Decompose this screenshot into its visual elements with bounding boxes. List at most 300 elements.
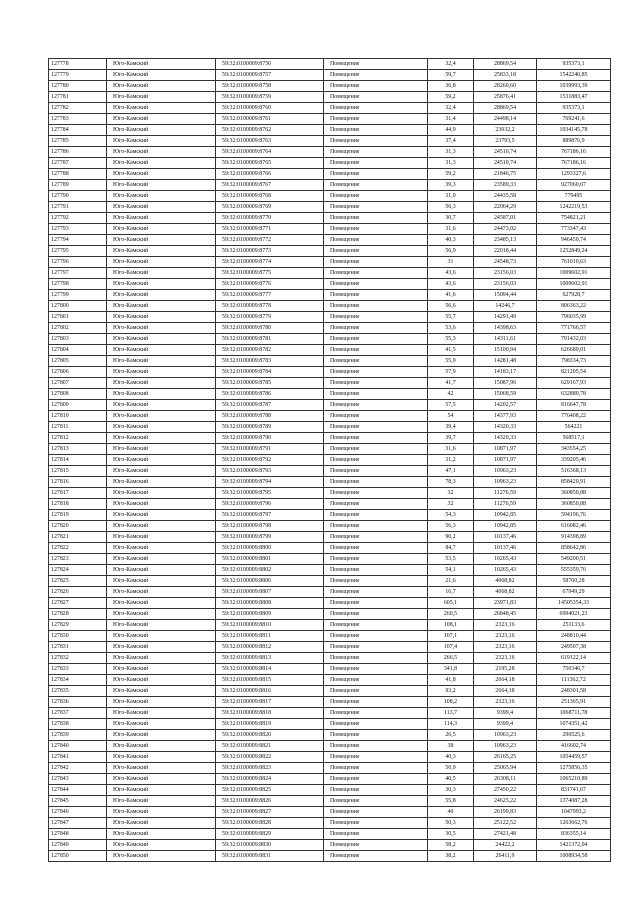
specific-value-cell: 11276,59 (474, 499, 537, 510)
object-type-cell: Помещение (324, 411, 428, 422)
area-cell: 31,2 (428, 455, 474, 466)
cadastral-value-cell: 796035,99 (537, 312, 611, 323)
row-number-cell: 127800 (49, 301, 107, 312)
cadastral-value-cell: 1039993,39 (537, 81, 611, 92)
cadastral-value-cell: 251365,91 (537, 697, 611, 708)
cadastral-number-cell: 59:32:0100009:8825 (216, 785, 324, 796)
area-cell: 56,3 (428, 202, 474, 213)
district-name-cell: Юго-Камский (107, 400, 216, 411)
object-type-cell: Помещение (324, 180, 428, 191)
table-row (49, 719, 611, 730)
specific-value-cell: 14398,63 (474, 323, 537, 334)
row-number-cell: 127842 (49, 763, 107, 774)
specific-value-cell: 14202,57 (474, 400, 537, 411)
district-name-cell: Юго-Камский (107, 488, 216, 499)
table-row (49, 829, 611, 840)
district-name-cell: Юго-Камский (107, 290, 216, 301)
district-name-cell: Юго-Камский (107, 499, 216, 510)
object-type-cell: Помещение (324, 444, 428, 455)
area-cell: 39,7 (428, 433, 474, 444)
specific-value-cell: 26165,25 (474, 752, 537, 763)
row-number-cell: 127793 (49, 224, 107, 235)
specific-value-cell: 23156,03 (474, 268, 537, 279)
table-row (49, 653, 611, 664)
district-name-cell: Юго-Камский (107, 532, 216, 543)
specific-value-cell: 14320,33 (474, 422, 537, 433)
cadastral-number-cell: 59:32:0100009:8813 (216, 653, 324, 664)
specific-value-cell: 24498,14 (474, 114, 537, 125)
row-number-cell: 127817 (49, 488, 107, 499)
cadastral-value-cell: 67949,29 (537, 587, 611, 598)
cadastral-number-cell: 59:32:0100009:8768 (216, 191, 324, 202)
cadastral-number-cell: 59:32:0100009:8784 (216, 367, 324, 378)
cadastral-value-cell: 1275856,35 (537, 763, 611, 774)
table-row (49, 466, 611, 477)
table-row (49, 620, 611, 631)
row-number-cell: 127790 (49, 191, 107, 202)
area-cell: 31,9 (428, 191, 474, 202)
cadastral-number-cell: 59:32:0100009:8816 (216, 686, 324, 697)
object-type-cell: Помещение (324, 356, 428, 367)
district-name-cell: Юго-Камский (107, 466, 216, 477)
area-cell: 57,9 (428, 367, 474, 378)
district-name-cell: Юго-Камский (107, 741, 216, 752)
cadastral-value-cell: 769241,6 (537, 114, 611, 125)
cadastral-number-cell: 59:32:0100009:8778 (216, 301, 324, 312)
cadastral-number-cell: 59:32:0100009:8786 (216, 389, 324, 400)
row-number-cell: 127780 (49, 81, 107, 92)
cadastral-number-cell: 59:32:0100009:8791 (216, 444, 324, 455)
cadastral-number-cell: 59:32:0100009:8763 (216, 136, 324, 147)
cadastral-value-cell: 935373,1 (537, 103, 611, 114)
specific-value-cell: 2323,16 (474, 653, 537, 664)
table-row (49, 433, 611, 444)
row-number-cell: 127848 (49, 829, 107, 840)
area-cell: 56,6 (428, 301, 474, 312)
cadastral-value-cell: 754821,21 (537, 213, 611, 224)
district-name-cell: Юго-Камский (107, 653, 216, 664)
table-row (49, 587, 611, 598)
district-name-cell: Юго-Камский (107, 444, 216, 455)
district-name-cell: Юго-Камский (107, 411, 216, 422)
cadastral-number-cell: 59:32:0100009:8771 (216, 224, 324, 235)
specific-value-cell: 25065,94 (474, 763, 537, 774)
table-row (49, 840, 611, 851)
cadastral-number-cell: 59:32:0100009:8792 (216, 455, 324, 466)
area-cell: 41,5 (428, 345, 474, 356)
specific-value-cell: 11276,59 (474, 488, 537, 499)
area-cell: 40,3 (428, 235, 474, 246)
row-number-cell: 127803 (49, 334, 107, 345)
area-cell: 56,3 (428, 521, 474, 532)
row-number-cell: 127836 (49, 697, 107, 708)
district-name-cell: Юго-Камский (107, 829, 216, 840)
cadastral-number-cell: 59:32:0100009:8810 (216, 620, 324, 631)
cadastral-value-cell: 761010,63 (537, 257, 611, 268)
specific-value-cell: 23793,5 (474, 136, 537, 147)
district-name-cell: Юго-Камский (107, 323, 216, 334)
district-name-cell: Юго-Камский (107, 125, 216, 136)
district-name-cell: Юго-Камский (107, 686, 216, 697)
object-type-cell: Помещение (324, 235, 428, 246)
area-cell: 41,6 (428, 290, 474, 301)
row-number-cell: 127789 (49, 180, 107, 191)
area-cell: 31,4 (428, 114, 474, 125)
object-type-cell: Помещение (324, 807, 428, 818)
cadastral-number-cell: 59:32:0100009:8765 (216, 158, 324, 169)
cadastral-value-cell: 1421372,04 (537, 840, 611, 851)
table-row (49, 675, 611, 686)
district-name-cell: Юго-Камский (107, 807, 216, 818)
object-type-cell: Помещение (324, 323, 428, 334)
district-name-cell: Юго-Камский (107, 664, 216, 675)
cadastral-number-cell: 59:32:0100009:8800 (216, 543, 324, 554)
cadastral-number-cell: 59:32:0100009:8787 (216, 400, 324, 411)
area-cell: 113,7 (428, 708, 474, 719)
district-name-cell: Юго-Камский (107, 345, 216, 356)
table-row (49, 59, 611, 70)
cadastral-number-cell: 59:32:0100009:8767 (216, 180, 324, 191)
object-type-cell: Помещение (324, 290, 428, 301)
district-name-cell: Юго-Камский (107, 92, 216, 103)
cadastral-number-cell: 59:32:0100009:8815 (216, 675, 324, 686)
district-name-cell: Юго-Камский (107, 818, 216, 829)
area-cell: 59,2 (428, 169, 474, 180)
object-type-cell: Помещение (324, 543, 428, 554)
row-number-cell: 127787 (49, 158, 107, 169)
cadastral-number-cell: 59:32:0100009:8823 (216, 763, 324, 774)
cadastral-number-cell: 59:32:0100009:8808 (216, 598, 324, 609)
cadastral-number-cell: 59:32:0100009:8809 (216, 609, 324, 620)
table-row (49, 774, 611, 785)
area-cell: 107,4 (428, 642, 474, 653)
specific-value-cell: 21846,75 (474, 169, 537, 180)
district-name-cell: Юго-Камский (107, 774, 216, 785)
cadastral-value-cell: 914398,89 (537, 532, 611, 543)
cadastral-number-cell: 59:32:0100009:8831 (216, 851, 324, 862)
specific-value-cell: 25876,41 (474, 92, 537, 103)
table-row (49, 136, 611, 147)
area-cell: 50,3 (428, 818, 474, 829)
district-name-cell: Юго-Камский (107, 840, 216, 851)
row-number-cell: 127820 (49, 521, 107, 532)
row-number-cell: 127792 (49, 213, 107, 224)
cadastral-value-cell: 1047993,2 (537, 807, 611, 818)
cadastral-number-cell: 59:32:0100009:8801 (216, 554, 324, 565)
object-type-cell: Помещение (324, 510, 428, 521)
object-type-cell: Помещение (324, 455, 428, 466)
specific-value-cell: 14246,7 (474, 301, 537, 312)
cadastral-number-cell: 59:32:0100009:8818 (216, 708, 324, 719)
cadastral-value-cell: 111362,72 (537, 675, 611, 686)
row-number-cell: 127815 (49, 466, 107, 477)
table-row (49, 378, 611, 389)
table-row (49, 554, 611, 565)
row-number-cell: 127833 (49, 664, 107, 675)
area-cell: 53,6 (428, 323, 474, 334)
cadastral-value-cell: 935373,1 (537, 59, 611, 70)
specific-value-cell: 25833,18 (474, 70, 537, 81)
cadastral-number-cell: 59:32:0100009:8794 (216, 477, 324, 488)
specific-value-cell: 2664,18 (474, 675, 537, 686)
cadastral-number-cell: 59:32:0100009:8802 (216, 565, 324, 576)
table-row (49, 532, 611, 543)
cadastral-value-cell: 1009602,91 (537, 279, 611, 290)
area-cell: 30,3 (428, 785, 474, 796)
table-row (49, 521, 611, 532)
area-cell: 93,2 (428, 686, 474, 697)
specific-value-cell: 24548,73 (474, 257, 537, 268)
area-cell: 78,3 (428, 477, 474, 488)
area-cell: 266,5 (428, 653, 474, 664)
object-type-cell: Помещение (324, 620, 428, 631)
table-row (49, 697, 611, 708)
area-cell: 42 (428, 389, 474, 400)
cadastral-value-cell: 251133,6 (537, 620, 611, 631)
table-row (49, 642, 611, 653)
district-name-cell: Юго-Камский (107, 334, 216, 345)
area-cell: 41,8 (428, 675, 474, 686)
cadastral-number-cell: 59:32:0100009:8821 (216, 741, 324, 752)
table-row (49, 499, 611, 510)
cadastral-number-cell: 59:32:0100009:8772 (216, 235, 324, 246)
specific-value-cell: 2195,28 (474, 664, 537, 675)
row-number-cell: 127821 (49, 532, 107, 543)
cadastral-number-cell: 59:32:0100009:8828 (216, 818, 324, 829)
object-type-cell: Помещение (324, 631, 428, 642)
specific-value-cell: 10942,85 (474, 510, 537, 521)
district-name-cell: Юго-Камский (107, 257, 216, 268)
row-number-cell: 127829 (49, 620, 107, 631)
district-name-cell: Юго-Камский (107, 389, 216, 400)
area-cell: 107,1 (428, 631, 474, 642)
area-cell: 32 (428, 499, 474, 510)
row-number-cell: 127783 (49, 114, 107, 125)
cadastral-value-cell: 1009602,91 (537, 268, 611, 279)
row-number-cell: 127828 (49, 609, 107, 620)
table-row (49, 92, 611, 103)
specific-value-cell: 14311,61 (474, 334, 537, 345)
specific-value-cell: 15094,44 (474, 290, 537, 301)
specific-value-cell: 26308,11 (474, 774, 537, 785)
row-number-cell: 127834 (49, 675, 107, 686)
object-type-cell: Помещение (324, 642, 428, 653)
district-name-cell: Юго-Камский (107, 510, 216, 521)
cadastral-number-cell: 59:32:0100009:8811 (216, 631, 324, 642)
row-number-cell: 127844 (49, 785, 107, 796)
object-type-cell: Помещение (324, 499, 428, 510)
object-type-cell: Помещение (324, 312, 428, 323)
object-type-cell: Помещение (324, 158, 428, 169)
area-cell: 32,4 (428, 103, 474, 114)
cadastral-number-cell: 59:32:0100009:8826 (216, 796, 324, 807)
cadastral-value-cell: 831741,67 (537, 785, 611, 796)
row-number-cell: 127837 (49, 708, 107, 719)
object-type-cell: Помещение (324, 70, 428, 81)
cadastral-value-cell: 360850,88 (537, 488, 611, 499)
cadastral-value-cell: 858420,91 (537, 477, 611, 488)
cadastral-number-cell: 59:32:0100009:8798 (216, 521, 324, 532)
cadastral-number-cell: 59:32:0100009:8764 (216, 147, 324, 158)
district-name-cell: Юго-Камский (107, 433, 216, 444)
area-cell: 26,5 (428, 730, 474, 741)
specific-value-cell: 24510,74 (474, 147, 537, 158)
object-type-cell: Помещение (324, 763, 428, 774)
object-type-cell: Помещение (324, 708, 428, 719)
district-name-cell: Юго-Камский (107, 180, 216, 191)
cadastral-number-cell: 59:32:0100009:8788 (216, 411, 324, 422)
cadastral-value-cell: 816647,78 (537, 400, 611, 411)
district-name-cell: Юго-Камский (107, 158, 216, 169)
district-name-cell: Юго-Камский (107, 609, 216, 620)
table-row (49, 565, 611, 576)
row-number-cell: 127846 (49, 807, 107, 818)
area-cell: 21,6 (428, 576, 474, 587)
object-type-cell: Помещение (324, 422, 428, 433)
table-row (49, 334, 611, 345)
object-type-cell: Помещение (324, 741, 428, 752)
row-number-cell: 127797 (49, 268, 107, 279)
cadastral-value-cell: 290525,6 (537, 730, 611, 741)
district-name-cell: Юго-Камский (107, 356, 216, 367)
cadastral-value-cell: 619122,14 (537, 653, 611, 664)
table-row (49, 323, 611, 334)
specific-value-cell: 10137,46 (474, 543, 537, 554)
specific-value-cell: 2664,18 (474, 686, 537, 697)
object-type-cell: Помещение (324, 224, 428, 235)
specific-value-cell: 14377,93 (474, 411, 537, 422)
table-row (49, 576, 611, 587)
area-cell: 90,2 (428, 532, 474, 543)
district-name-cell: Юго-Камский (107, 147, 216, 158)
district-name-cell: Юго-Камский (107, 59, 216, 70)
object-type-cell: Помещение (324, 730, 428, 741)
cadastral-number-cell: 59:32:0100009:8757 (216, 70, 324, 81)
cadastral-value-cell: 836355,14 (537, 829, 611, 840)
cadastral-value-cell: 360850,88 (537, 499, 611, 510)
area-cell: 59,2 (428, 92, 474, 103)
cadastral-number-cell: 59:32:0100009:8774 (216, 257, 324, 268)
table-row (49, 345, 611, 356)
table-row (49, 763, 611, 774)
district-name-cell: Юго-Камский (107, 191, 216, 202)
area-cell: 55,7 (428, 312, 474, 323)
district-name-cell: Юго-Камский (107, 279, 216, 290)
specific-value-cell: 23485,13 (474, 235, 537, 246)
cadastral-value-cell: 750346,7 (537, 664, 611, 675)
object-type-cell: Помещение (324, 103, 428, 114)
object-type-cell: Помещение (324, 664, 428, 675)
cadastral-number-cell: 59:32:0100009:8769 (216, 202, 324, 213)
object-type-cell: Помещение (324, 213, 428, 224)
specific-value-cell: 27450,22 (474, 785, 537, 796)
district-name-cell: Юго-Камский (107, 697, 216, 708)
table-row (49, 411, 611, 422)
cadastral-value-cell: 248301,58 (537, 686, 611, 697)
specific-value-cell: 4068,82 (474, 576, 537, 587)
area-cell: 108,2 (428, 697, 474, 708)
cadastral-number-cell: 59:32:0100009:8829 (216, 829, 324, 840)
object-type-cell: Помещение (324, 334, 428, 345)
object-type-cell: Помещение (324, 169, 428, 180)
specific-value-cell: 9399,4 (474, 719, 537, 730)
specific-value-cell: 24625,22 (474, 796, 537, 807)
cadastral-value-cell: 6994021,23 (537, 609, 611, 620)
specific-value-cell: 4068,82 (474, 587, 537, 598)
table-row (49, 114, 611, 125)
cadastral-value-cell: 1074351,42 (537, 719, 611, 730)
row-number-cell: 127819 (49, 510, 107, 521)
specific-value-cell: 2323,16 (474, 631, 537, 642)
table-row (49, 686, 611, 697)
cadastral-number-cell: 59:32:0100009:8795 (216, 488, 324, 499)
table-row (49, 70, 611, 81)
district-name-cell: Юго-Камский (107, 422, 216, 433)
cadastral-number-cell: 59:32:0100009:8770 (216, 213, 324, 224)
specific-value-cell: 10963,23 (474, 466, 537, 477)
district-name-cell: Юго-Камский (107, 752, 216, 763)
cadastral-value-cell: 1068711,78 (537, 708, 611, 719)
district-name-cell: Юго-Камский (107, 730, 216, 741)
table-row (49, 609, 611, 620)
cadastral-value-cell: 14505354,33 (537, 598, 611, 609)
object-type-cell: Помещение (324, 378, 428, 389)
district-name-cell: Юго-Камский (107, 455, 216, 466)
object-type-cell: Помещение (324, 697, 428, 708)
cadastral-value-cell: 1242219,53 (537, 202, 611, 213)
table-row (49, 488, 611, 499)
cadastral-number-cell: 59:32:0100009:8817 (216, 697, 324, 708)
table-row (49, 235, 611, 246)
area-cell: 30,5 (428, 829, 474, 840)
object-type-cell: Помещение (324, 576, 428, 587)
object-type-cell: Помещение (324, 675, 428, 686)
row-number-cell: 127779 (49, 70, 107, 81)
district-name-cell: Юго-Камский (107, 70, 216, 81)
district-name-cell: Юго-Камский (107, 708, 216, 719)
specific-value-cell: 10871,97 (474, 444, 537, 455)
row-number-cell: 127786 (49, 147, 107, 158)
object-type-cell: Помещение (324, 114, 428, 125)
area-cell: 32,4 (428, 59, 474, 70)
row-number-cell: 127810 (49, 411, 107, 422)
area-cell: 59,7 (428, 70, 474, 81)
district-name-cell: Юго-Камский (107, 785, 216, 796)
object-type-cell: Помещение (324, 433, 428, 444)
row-number-cell: 127811 (49, 422, 107, 433)
row-number-cell: 127782 (49, 103, 107, 114)
cadastral-value-cell: 791432,03 (537, 334, 611, 345)
cadastral-number-cell: 59:32:0100009:8775 (216, 268, 324, 279)
cadastral-number-cell: 59:32:0100009:8785 (216, 378, 324, 389)
object-type-cell: Помещение (324, 191, 428, 202)
cadastral-value-cell: 779495 (537, 191, 611, 202)
object-type-cell: Помещение (324, 785, 428, 796)
district-name-cell: Юго-Камский (107, 554, 216, 565)
area-cell: 32 (428, 488, 474, 499)
specific-value-cell: 15068,59 (474, 389, 537, 400)
table-row (49, 169, 611, 180)
object-type-cell: Помещение (324, 367, 428, 378)
area-cell: 30,7 (428, 213, 474, 224)
specific-value-cell: 28260,60 (474, 81, 537, 92)
table-row (49, 741, 611, 752)
area-cell: 39,3 (428, 180, 474, 191)
cadastral-value-cell: 776408,22 (537, 411, 611, 422)
area-cell: 54 (428, 411, 474, 422)
area-cell: 55,9 (428, 356, 474, 367)
row-number-cell: 127802 (49, 323, 107, 334)
